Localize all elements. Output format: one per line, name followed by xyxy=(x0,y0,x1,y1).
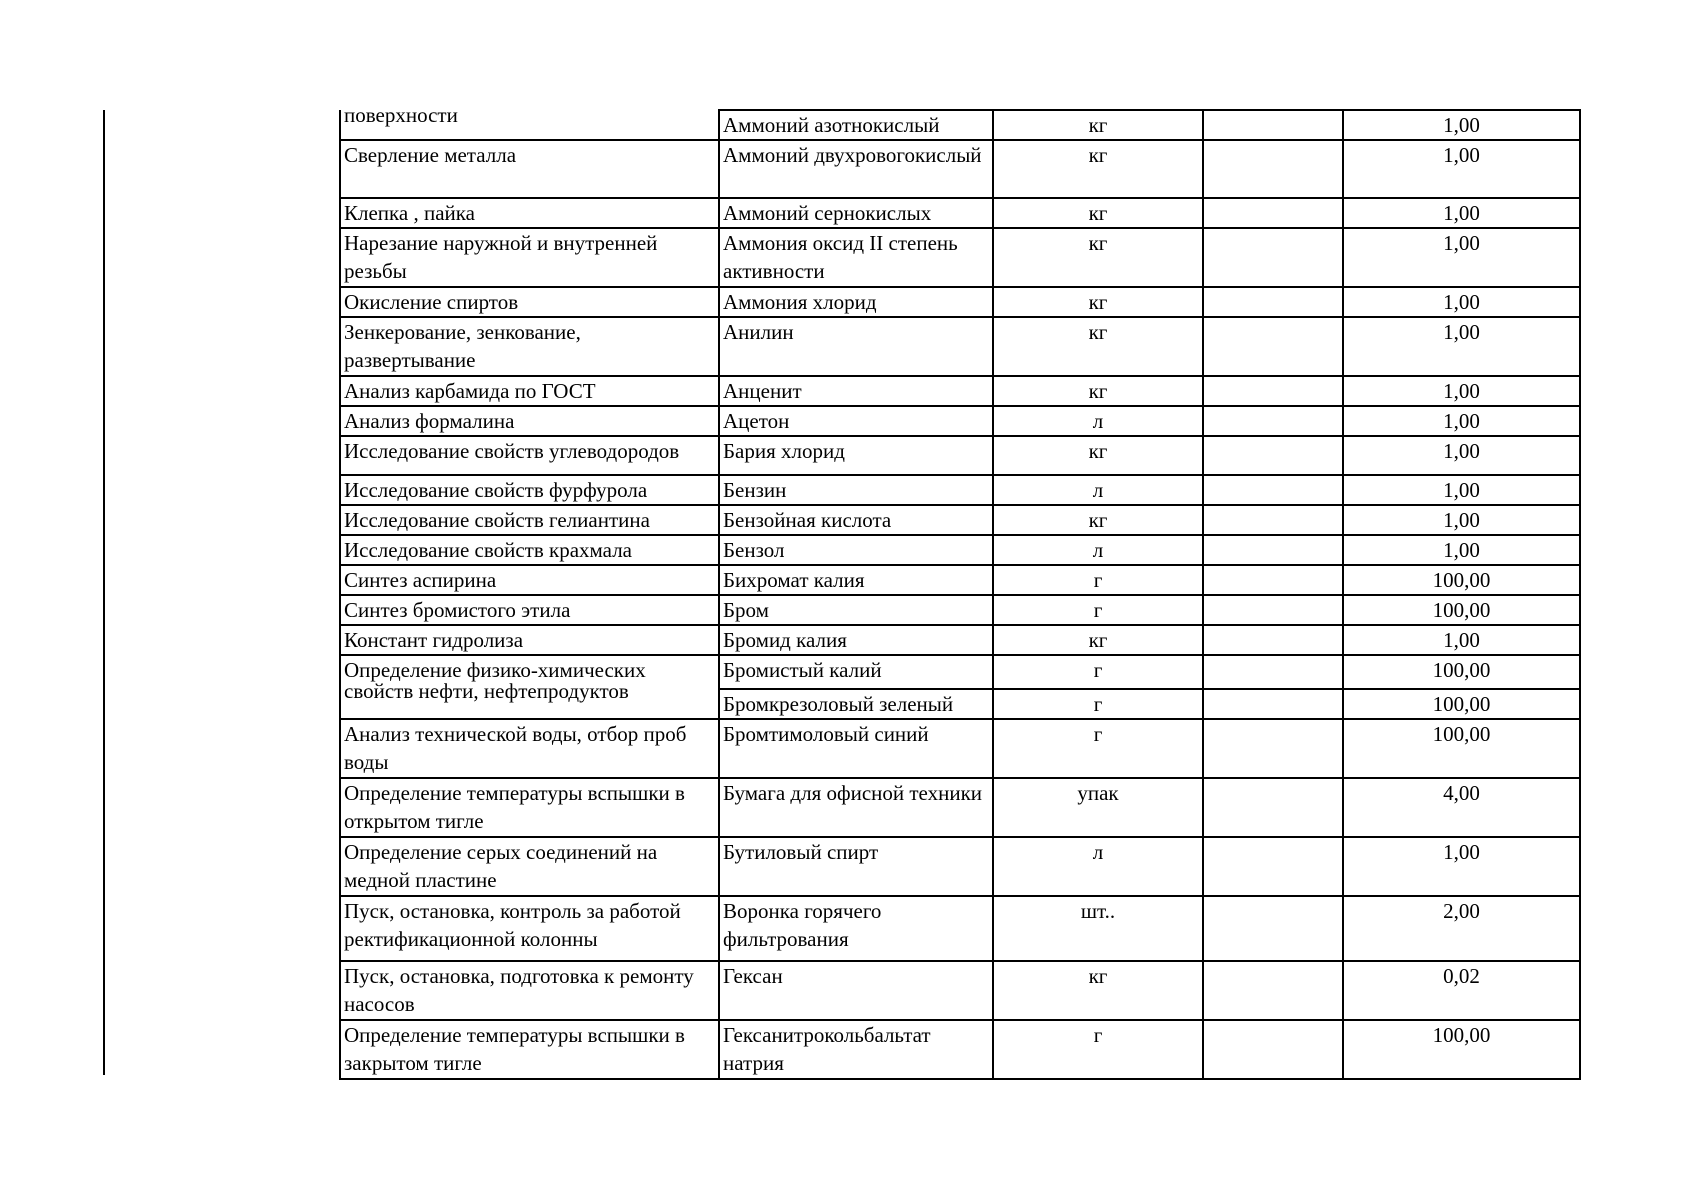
work-cell xyxy=(340,565,719,595)
blank-cell xyxy=(1203,778,1343,837)
unit-cell: л xyxy=(993,535,1203,565)
blank-cell xyxy=(1203,689,1343,719)
unit-cell: упак xyxy=(993,778,1203,837)
work-cell xyxy=(340,505,719,535)
quantity-cell: 1,00 xyxy=(1343,837,1580,896)
material-cell: Бумага для офисной техники xyxy=(719,778,993,837)
quantity-cell: 1,00 xyxy=(1343,376,1580,406)
material-cell: Бром xyxy=(719,595,993,625)
quantity-cell: 1,00 xyxy=(1343,535,1580,565)
blank-cell xyxy=(1203,317,1343,376)
unit-cell: г xyxy=(993,655,1203,689)
blank-cell xyxy=(1203,406,1343,436)
blank-cell xyxy=(1203,719,1343,778)
work-text: Определение температуры вспышки в открытом тигле xyxy=(344,781,685,833)
work-cell xyxy=(340,1020,719,1079)
quantity-cell: 1,00 xyxy=(1343,406,1580,436)
quantity-cell: 100,00 xyxy=(1343,565,1580,595)
blank-cell xyxy=(1203,1020,1343,1079)
unit-cell: г xyxy=(993,689,1203,719)
unit-cell: кг xyxy=(993,505,1203,535)
table-row xyxy=(340,625,1580,655)
quantity-cell: 100,00 xyxy=(1343,719,1580,778)
work-cell xyxy=(340,287,719,317)
work-text: Нарезание наружной и внутренней резьбы xyxy=(344,231,658,283)
work-cell xyxy=(340,535,719,565)
table-row xyxy=(340,228,1580,287)
unit-cell: г xyxy=(993,565,1203,595)
blank-cell xyxy=(1203,475,1343,505)
blank-cell xyxy=(1203,505,1343,535)
table-row xyxy=(340,535,1580,565)
quantity-cell: 1,00 xyxy=(1343,317,1580,376)
material-cell: Ацетон xyxy=(719,406,993,436)
table-row xyxy=(340,406,1580,436)
material-cell: Гексан xyxy=(719,961,993,1020)
work-cell xyxy=(340,317,719,376)
work-cell xyxy=(340,406,719,436)
unit-cell: кг xyxy=(993,436,1203,475)
material-cell: Бензойная кислота xyxy=(719,505,993,535)
quantity-cell: 100,00 xyxy=(1343,595,1580,625)
material-cell: Аммоний азотнокислый xyxy=(719,110,993,140)
quantity-cell: 1,00 xyxy=(1343,198,1580,228)
table-row xyxy=(340,961,1580,1020)
material-cell: Бромкрезоловый зеленый xyxy=(719,689,993,719)
blank-cell xyxy=(1203,565,1343,595)
table-row xyxy=(340,595,1580,625)
blank-cell xyxy=(1203,436,1343,475)
blank-cell xyxy=(1203,287,1343,317)
material-cell: Бромтимоловый синий xyxy=(719,719,993,778)
quantity-cell: 1,00 xyxy=(1343,228,1580,287)
table-row xyxy=(340,110,1580,140)
material-cell: Бихромат калия xyxy=(719,565,993,595)
material-cell: Аммония оксид II степень активности xyxy=(719,228,993,287)
unit-cell: кг xyxy=(993,228,1203,287)
work-cell xyxy=(340,625,719,655)
material-cell: Аммоний сернокислых xyxy=(719,198,993,228)
blank-cell xyxy=(1203,625,1343,655)
unit-cell: кг xyxy=(993,140,1203,198)
materials-table xyxy=(339,109,1581,1080)
material-cell: Бария хлорид xyxy=(719,436,993,475)
blank-cell xyxy=(1203,837,1343,896)
unit-cell: л xyxy=(993,475,1203,505)
blank-cell xyxy=(1203,198,1343,228)
work-cell xyxy=(340,198,719,228)
blank-cell xyxy=(1203,655,1343,689)
table-row xyxy=(340,719,1580,778)
blank-cell xyxy=(1203,110,1343,140)
table-row xyxy=(340,140,1580,198)
material-cell: Воронка горячего фильтрования xyxy=(719,896,993,961)
material-cell: Бромистый калий xyxy=(719,655,993,689)
quantity-cell: 1,00 xyxy=(1343,110,1580,140)
work-text: Анализ формалина xyxy=(344,409,515,433)
blank-cell xyxy=(1203,140,1343,198)
blank-cell xyxy=(1203,961,1343,1020)
quantity-cell: 100,00 xyxy=(1343,655,1580,689)
work-cell xyxy=(340,896,719,961)
work-text: Клепка , пайка xyxy=(344,201,476,225)
work-text: Исследование свойств углеводородов xyxy=(344,439,680,463)
unit-cell: кг xyxy=(993,198,1203,228)
unit-cell: кг xyxy=(993,961,1203,1020)
work-text: Исследование свойств фурфурола xyxy=(344,478,648,502)
unit-cell: кг xyxy=(993,625,1203,655)
quantity-cell: 100,00 xyxy=(1343,1020,1580,1079)
work-text: Окисление спиртов xyxy=(344,290,519,314)
materials-table-body xyxy=(340,110,1580,1079)
unit-cell: г xyxy=(993,719,1203,778)
quantity-cell: 0,02 xyxy=(1343,961,1580,1020)
material-cell: Бензол xyxy=(719,535,993,565)
work-cell xyxy=(340,475,719,505)
material-cell: Анилин xyxy=(719,317,993,376)
work-text: Исследование свойств крахмала xyxy=(344,538,632,562)
quantity-cell: 1,00 xyxy=(1343,505,1580,535)
unit-cell: кг xyxy=(993,317,1203,376)
work-text: Определение температуры вспышки в закрытом тигле xyxy=(344,1023,685,1075)
work-cell xyxy=(340,655,719,719)
work-cell xyxy=(340,110,719,140)
work-text: Синтез бромистого этила xyxy=(344,598,571,622)
work-cell xyxy=(340,595,719,625)
unit-cell: г xyxy=(993,595,1203,625)
material-cell: Гексанитрокольбальтат натрия xyxy=(719,1020,993,1079)
work-text-continued: свойств нефти, нефтепродуктов xyxy=(344,679,629,703)
work-text: поверхности xyxy=(344,110,458,127)
unit-cell: кг xyxy=(993,376,1203,406)
work-cell xyxy=(340,719,719,778)
material-cell: Бензин xyxy=(719,475,993,505)
table-row xyxy=(340,436,1580,475)
blank-cell xyxy=(1203,228,1343,287)
table-row xyxy=(340,778,1580,837)
unit-cell: кг xyxy=(993,287,1203,317)
work-text: Исследование свойств гелиантина xyxy=(344,508,650,532)
work-text: Сверление металла xyxy=(344,143,517,167)
table-row xyxy=(340,475,1580,505)
work-text: Определение серых соединений на медной пластине xyxy=(344,840,658,892)
table-row xyxy=(340,655,1580,689)
material-cell: Аммония хлорид xyxy=(719,287,993,317)
quantity-cell: 1,00 xyxy=(1343,436,1580,475)
quantity-cell: 1,00 xyxy=(1343,475,1580,505)
unit-cell: л xyxy=(993,837,1203,896)
unit-cell: г xyxy=(993,1020,1203,1079)
table-row xyxy=(340,565,1580,595)
unit-cell: л xyxy=(993,406,1203,436)
table-row xyxy=(340,837,1580,896)
quantity-cell: 1,00 xyxy=(1343,140,1580,198)
work-text: Зенкерование, зенкование, развертывание xyxy=(344,320,581,372)
blank-cell xyxy=(1203,535,1343,565)
unit-cell: шт.. xyxy=(993,896,1203,961)
work-cell xyxy=(340,140,719,198)
work-cell xyxy=(340,961,719,1020)
work-cell xyxy=(340,778,719,837)
table-row xyxy=(340,896,1580,961)
table-row xyxy=(340,376,1580,406)
material-cell: Аммоний двухровогокислый xyxy=(719,140,993,198)
table-row xyxy=(340,287,1580,317)
material-cell: Анценит xyxy=(719,376,993,406)
work-cell xyxy=(340,376,719,406)
quantity-cell: 4,00 xyxy=(1343,778,1580,837)
work-text: Пуск, остановка, подготовка к ремонту насосов xyxy=(344,964,694,1016)
work-text: Синтез аспирина xyxy=(344,568,497,592)
quantity-cell: 1,00 xyxy=(1343,625,1580,655)
work-text: Анализ карбамида по ГОСТ xyxy=(344,379,596,403)
quantity-cell: 2,00 xyxy=(1343,896,1580,961)
work-cell xyxy=(340,837,719,896)
quantity-cell: 1,00 xyxy=(1343,287,1580,317)
blank-cell xyxy=(1203,595,1343,625)
work-text: Пуск, остановка, контроль за работой ректификационной колонны xyxy=(344,899,681,951)
quantity-cell: 100,00 xyxy=(1343,689,1580,719)
table-row xyxy=(340,1020,1580,1079)
work-text: Констант гидролиза xyxy=(344,628,524,652)
material-cell: Бутиловый спирт xyxy=(719,837,993,896)
work-cell xyxy=(340,436,719,475)
table-row xyxy=(340,317,1580,376)
work-text: Определение физико-химических xyxy=(344,658,646,682)
table-row xyxy=(340,505,1580,535)
blank-cell xyxy=(1203,896,1343,961)
blank-cell xyxy=(1203,376,1343,406)
table-row xyxy=(340,198,1580,228)
work-cell xyxy=(340,228,719,287)
work-text: Анализ технической воды, отбор проб воды xyxy=(344,722,687,774)
left-margin-line xyxy=(103,110,105,1075)
unit-cell: кг xyxy=(993,110,1203,140)
material-cell: Бромид калия xyxy=(719,625,993,655)
